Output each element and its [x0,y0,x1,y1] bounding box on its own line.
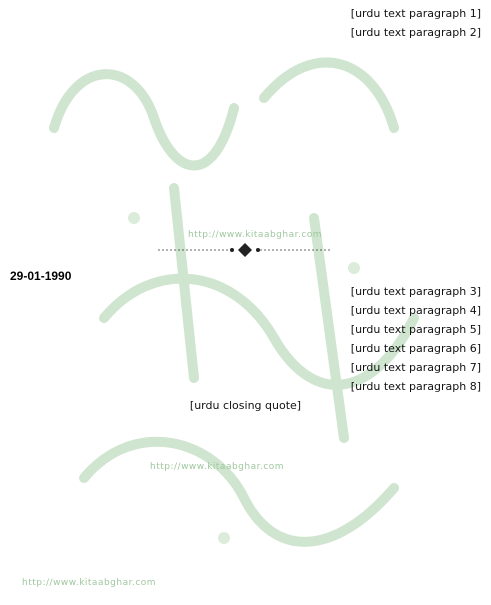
watermark-url: http://www.kitaabghar.com [150,462,285,472]
ornament-divider [150,242,340,258]
paragraph: [urdu text paragraph 6] [350,342,481,355]
paragraph: [urdu text paragraph 2] [350,26,481,39]
paragraph: [urdu text paragraph 7] [350,361,481,374]
entry-body [10,284,481,417]
watermark-url: http://www.kitaabghar.com [22,578,157,588]
paragraph: [urdu text paragraph 5] [350,323,481,336]
paragraph: [urdu text paragraph 8] [350,380,481,393]
entry-date: 29-01-1990 [10,269,72,283]
paragraph: [urdu text paragraph 4] [350,304,481,317]
watermark-url: http://www.kitaabghar.com [188,230,323,240]
closing-quote: [urdu closing quote] [189,399,302,412]
paragraph: [urdu text paragraph 1] [350,7,481,20]
section-1 [10,6,481,44]
paragraph: [urdu text paragraph 3] [350,285,481,298]
